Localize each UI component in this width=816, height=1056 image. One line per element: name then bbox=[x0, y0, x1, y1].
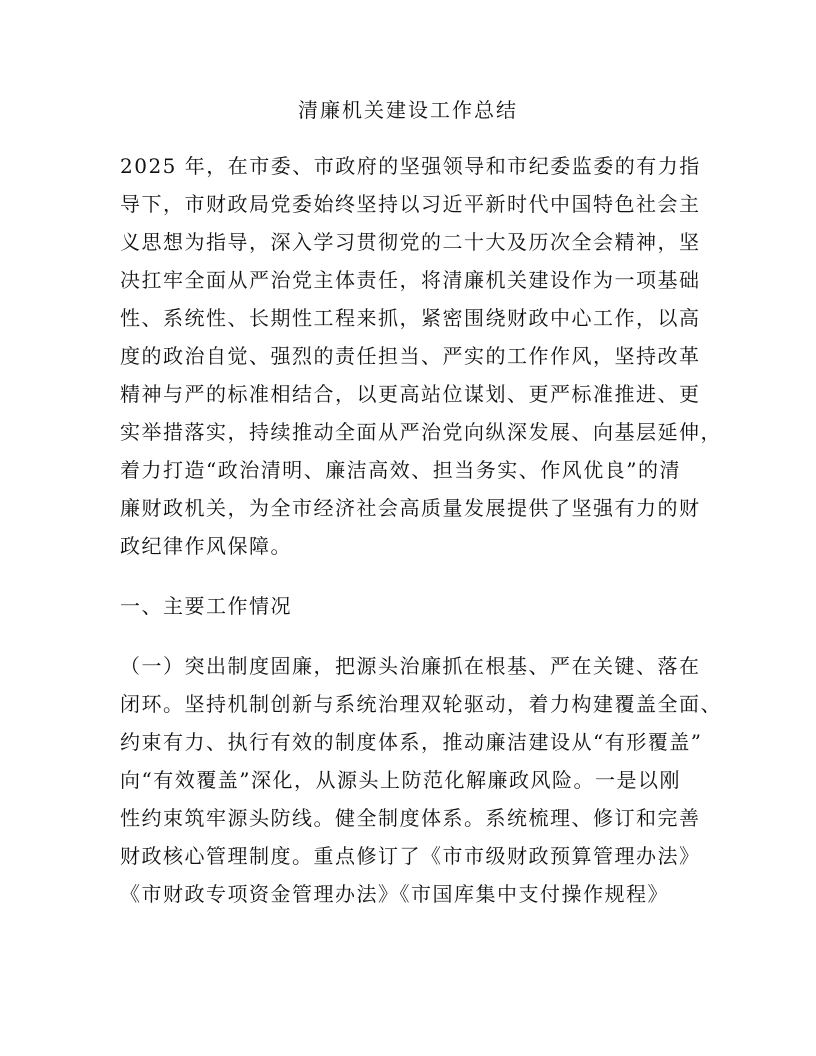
body-line: 度的政治自觉、强烈的责任担当、严实的工作作风，坚持改革 bbox=[120, 344, 701, 368]
body-line: 《市财政专项资金管理办法》《市国库集中支付操作规程》 bbox=[120, 882, 669, 906]
body-line: 政纪律作风保障。 bbox=[120, 534, 292, 558]
body-line: 廉财政机关，为全市经济社会高质量发展提供了坚强有力的财 bbox=[120, 496, 701, 520]
body-line: 实举措落实，持续推动全面从严治党向纵深发展、向基层延伸， bbox=[120, 420, 722, 444]
body-line: （一）突出制度固廉，把源头治廉抓在根基、严在关键、落在 bbox=[120, 654, 701, 678]
body-line: 精神与严的标准相结合，以更高站位谋划、更严标准推进、更 bbox=[120, 382, 701, 406]
body-line: 财政核心管理制度。重点修订了《市市级财政预算管理办法》 bbox=[120, 844, 701, 868]
body-line: 导下，市财政局党委始终坚持以习近平新时代中国特色社会主 bbox=[120, 192, 701, 216]
body-line: 约束有力、执行有效的制度体系，推动廉洁建设从“有形覆盖” bbox=[120, 730, 703, 754]
body-line: 闭环。坚持机制创新与系统治理双轮驱动，着力构建覆盖全面、 bbox=[120, 692, 722, 716]
body-line: 向“有效覆盖”深化，从源头上防范化解廉政风险。一是以刚 bbox=[120, 768, 681, 792]
section-heading: 一、主要工作情况 bbox=[120, 594, 292, 618]
body-line: 性、系统性、长期性工程来抓，紧密围绕财政中心工作，以高 bbox=[120, 306, 701, 330]
document-title: 清廉机关建设工作总结 bbox=[298, 98, 518, 122]
body-line: 性约束筑牢源头防线。健全制度体系。系统梳理、修订和完善 bbox=[120, 806, 701, 830]
body-line: 决扛牢全面从严治党主体责任，将清廉机关建设作为一项基础 bbox=[120, 268, 701, 292]
body-line: 2025 年，在市委、市政府的坚强领导和市纪委监委的有力指 bbox=[120, 154, 701, 178]
body-line: 义思想为指导，深入学习贯彻党的二十大及历次全会精神，坚 bbox=[120, 230, 701, 254]
body-line: 着力打造“政治清明、廉洁高效、担当务实、作风优良”的清 bbox=[120, 458, 681, 482]
